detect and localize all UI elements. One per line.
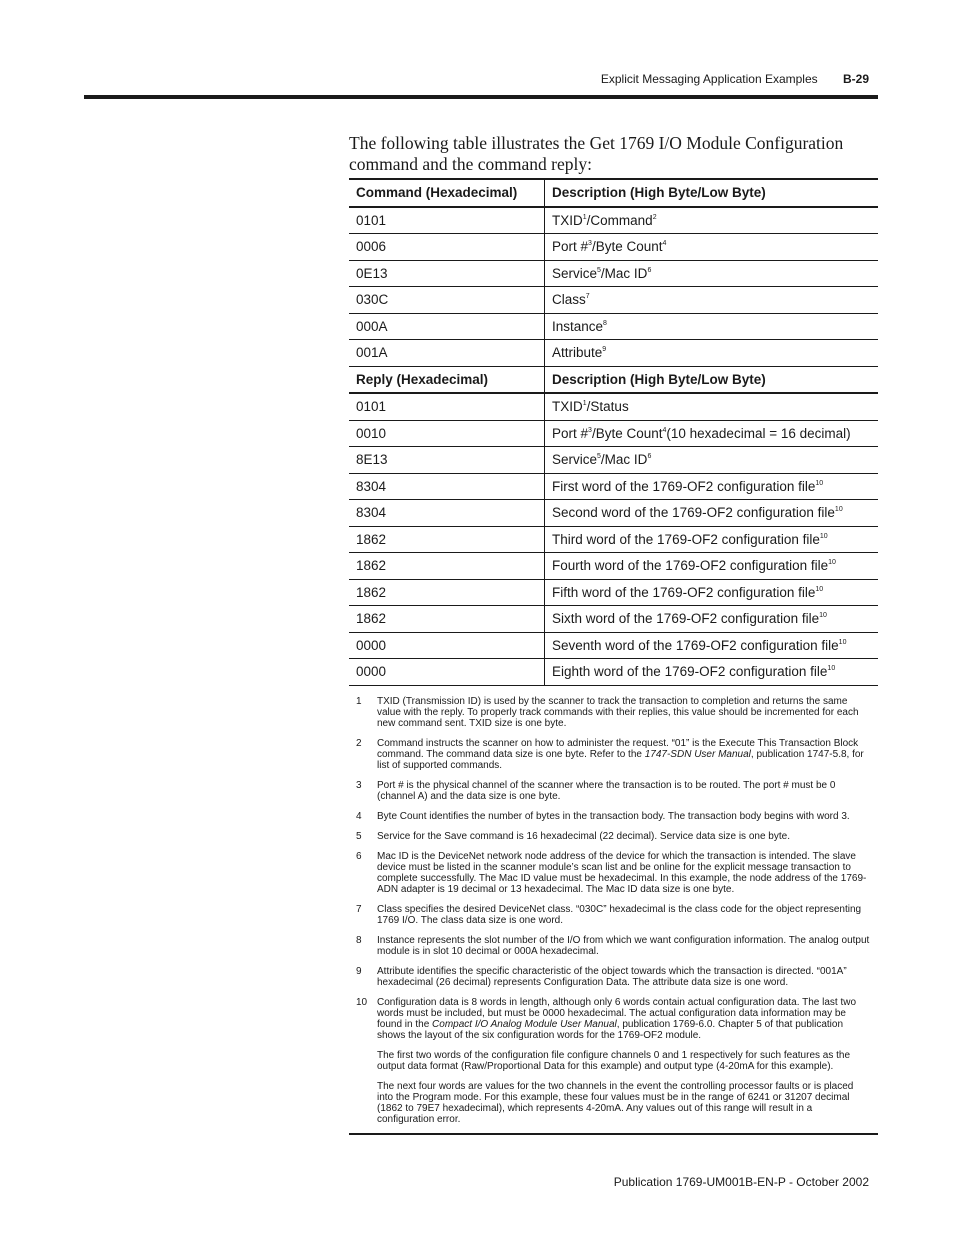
text-run: Byte Count identifies the number of bytes in the transaction body. The transaction body begins with word 3. [377, 811, 850, 822]
table-row [349, 207, 878, 234]
description-cell [545, 447, 879, 474]
text-run: The first two words of the configuration file configure channels 0 and 1 respectively for such features as the output data format (Raw/Proportional Data for this example) and output type (4-20mA for this example). [377, 1050, 851, 1072]
text-run: /Command [586, 212, 653, 228]
running-header [0, 72, 869, 86]
footnote-text [377, 1081, 870, 1125]
footnote-text [377, 696, 870, 729]
table-row [349, 340, 878, 367]
footnote-ref: 10 [828, 559, 836, 567]
text-run: Attribute [552, 345, 603, 361]
table-row [349, 234, 878, 261]
footnote-ref: 9 [602, 346, 607, 354]
text-run: Attribute identifies the specific characteristic of the object towards which the transaction is directed. “001A” hexadecimal (26 decimal) represents Configuration Data. The attribute data size is one word. [377, 966, 847, 988]
text-run: , publication 1747-5.8, for list of supported commands. [377, 749, 864, 771]
text-run: Port # is the physical channel of the scanner where the transaction is to be routed. The port # must be 0 (channel A) and the data size is one byte. [377, 780, 836, 802]
footnote-text [377, 997, 870, 1041]
footnote-number: 1 [356, 696, 362, 707]
description-cell [545, 313, 879, 340]
footnote-ref: 10 [834, 506, 843, 514]
table-row [349, 579, 878, 606]
text-run: Third word of the 1769-OF2 configuration file [552, 531, 820, 547]
hex-code-cell: 1862 [349, 606, 545, 633]
text-run: Second word of the 1769-OF2 configuration file [552, 505, 835, 521]
table-row [349, 420, 878, 447]
description-cell [545, 260, 879, 287]
description-cell [545, 287, 879, 314]
text-run: Seventh word of the 1769-OF2 configuration file [552, 637, 839, 653]
footnote-text [377, 738, 870, 771]
description-cell [545, 659, 879, 686]
text-run: Fourth word of the 1769-OF2 configuration file [552, 558, 829, 574]
text-run: Command instructs the scanner on how to administer the request. “01” is the Execute This Transaction Block command. The command data size is one byte. Refer to the [377, 738, 859, 760]
publication-footer: Publication 1769-UM001B-EN-P - October 2002 [613, 1175, 869, 1189]
table-row [349, 632, 878, 659]
description-cell [545, 473, 879, 500]
footnote-ref: 4 [662, 240, 667, 248]
description-cell [545, 420, 879, 447]
footnote-ref: 10 [819, 612, 827, 620]
description-cell [545, 526, 879, 553]
hex-code-cell: 001A [349, 340, 545, 367]
footnote-ref: 7 [585, 293, 590, 301]
table-row [349, 287, 878, 314]
command-reply-table [349, 178, 878, 686]
table-row [349, 313, 878, 340]
text-run: /Byte Count [591, 425, 663, 441]
description-cell [545, 340, 879, 367]
footnote [356, 831, 870, 842]
hex-code-cell: 000A [349, 313, 545, 340]
footnote-text [377, 904, 870, 926]
footnote [356, 696, 870, 729]
header-section-title: Explicit Messaging Application Examples [600, 72, 818, 86]
text-run: The next four words are values for the two channels in the event the controlling processor faults or is placed into the Program mode. For this example, these four values must be in the range of 6241 or 31207 decimal (1862 to 79E7 hexadecimal), which represents 4-20mA. Any values out of this range will result in a configuration error. [377, 1081, 854, 1125]
hex-code-cell: 0E13 [349, 260, 545, 287]
footnote-text [377, 780, 870, 802]
footnote-ref: 8 [603, 319, 607, 327]
text-run: Fifth word of the 1769-OF2 configuration file [552, 584, 816, 600]
footnote-ref: 5 [597, 266, 601, 274]
reply-header-row [349, 366, 878, 393]
footnote-text [377, 935, 870, 957]
hex-code-cell: 0000 [349, 632, 545, 659]
table-row [349, 606, 878, 633]
hex-code-cell: 8E13 [349, 447, 545, 474]
footnote-ref: 2 [652, 213, 657, 221]
footnote [356, 997, 870, 1125]
text-run: /Byte Count [591, 239, 663, 255]
description-cell [545, 393, 879, 420]
publication-title: Compact I/O Analog Module User Manual [432, 1019, 617, 1030]
footnote-number: 4 [356, 811, 362, 822]
text-run: Instance represents the slot number of the I/O from which we want configuration information. The analog output module is in slot 10 decimal or 000A hexadecimal. [377, 935, 870, 957]
footnote [356, 935, 870, 957]
footnote-text [377, 811, 870, 822]
text-run: Configuration data is 8 words in length, although only 6 words contain actual configuration data. The last two words must be included, but must be 0000 hexadecimal. The actual configuration data information may be found in the [377, 997, 856, 1030]
table-row [349, 659, 878, 686]
text-run: /Mac ID [600, 265, 648, 281]
text-run: TXID [552, 399, 583, 415]
footnote-number: 5 [356, 831, 362, 842]
footnote-text [377, 1050, 870, 1072]
column-header-code: Reply (Hexadecimal) [349, 366, 545, 393]
table-row [349, 526, 878, 553]
text-run: Service [552, 452, 598, 468]
footnote-number: 7 [356, 904, 362, 915]
column-header-code: Command (Hexadecimal) [349, 179, 545, 207]
footnote-ref: 4 [662, 426, 667, 434]
hex-code-cell: 0000 [349, 659, 545, 686]
text-run: Class specifies the desired DeviceNet class. “030C” hexadecimal is the class code for the object representing 1769 I/O. The class data size is one word. [377, 904, 862, 926]
table-row [349, 447, 878, 474]
text-run: Mac ID is the DeviceNet network node address of the device for which the transaction is intended. The slave device must be listed in the scanner module’s scan list and be online for the explicit message transaction to complete successfully. The Mac ID value must be hexadecimal. In this example, the node address of the 1769-ADN adapter is 19 decimal or 13 hexadecimal. The Mac ID data size is one byte. [377, 851, 867, 895]
text-run: , publication 1769-6.0. Chapter 5 of that publication shows the layout of the six configuration words for the 1769-OF2 module. [377, 1019, 844, 1041]
footnote-ref: 3 [588, 426, 592, 434]
hex-code-cell: 8304 [349, 473, 545, 500]
text-run: Service for the Save command is 16 hexadecimal (22 decimal). Service data size is one byte. [377, 831, 790, 842]
description-cell [545, 500, 879, 527]
intro-paragraph: The following table illustrates the Get 1769 I/O Module Configuration command and the command reply: [349, 133, 844, 174]
footnote-number: 10 [356, 997, 368, 1008]
footnote [356, 738, 870, 771]
table-row [349, 553, 878, 580]
footnote-number: 8 [356, 935, 362, 946]
text-run: Service [552, 265, 598, 281]
footnote-ref: 6 [647, 266, 652, 274]
table-row [349, 500, 878, 527]
text-run: TXID [552, 212, 583, 228]
footnote [356, 811, 870, 822]
footnote-ref: 10 [827, 665, 836, 673]
description-cell [545, 606, 879, 633]
footnote [356, 851, 870, 895]
footnote-ref: 6 [647, 453, 652, 461]
text-run: (10 hexadecimal = 16 decimal) [666, 425, 851, 441]
page-number: B-29 [842, 72, 869, 86]
command-header-row [349, 179, 878, 207]
table-row [349, 260, 878, 287]
footnote [356, 904, 870, 926]
table-row [349, 393, 878, 420]
footnote [356, 966, 870, 988]
text-run: First word of the 1769-OF2 configuration file [552, 478, 816, 494]
description-cell [545, 553, 879, 580]
table-row [349, 473, 878, 500]
footnote-text [377, 966, 870, 988]
text-run: Instance [552, 318, 604, 334]
text-run: /Mac ID [600, 452, 648, 468]
footnote-ref: 10 [815, 585, 824, 593]
footnote-text [377, 851, 870, 895]
description-cell [545, 234, 879, 261]
publication-title: 1747-SDN User Manual [644, 749, 751, 760]
text-run: Port # [552, 425, 589, 441]
footnote-ref: 5 [597, 453, 601, 461]
footnotes [356, 696, 870, 1134]
footnote-number: 6 [356, 851, 362, 862]
description-cell [545, 632, 879, 659]
text-run: Eighth word of the 1769-OF2 configuration file [552, 664, 828, 680]
footnote-number: 3 [356, 780, 362, 791]
text-run: Class [552, 292, 586, 308]
text-run: Sixth word of the 1769-OF2 configuration file [552, 611, 820, 627]
hex-code-cell: 030C [349, 287, 545, 314]
hex-code-cell: 0101 [349, 207, 545, 234]
text-run: /Status [586, 399, 629, 415]
description-cell [545, 207, 879, 234]
bottom-rule [349, 1133, 878, 1135]
footnote-ref: 10 [815, 479, 824, 487]
footnote-number: 2 [356, 738, 362, 749]
hex-code-cell: 1862 [349, 553, 545, 580]
text-run: Port # [552, 239, 589, 255]
footnote-ref: 10 [819, 532, 828, 540]
text-run: TXID (Transmission ID) is used by the scanner to track the transaction to completion and returns the same value with the reply. To properly track commands with their replies, this value should be incremented for each new command sent. TXID size is one byte. [377, 696, 859, 729]
column-header-description: Description (High Byte/Low Byte) [545, 366, 879, 393]
footnote [356, 780, 870, 802]
hex-code-cell: 1862 [349, 579, 545, 606]
hex-code-cell: 1862 [349, 526, 545, 553]
footnote-ref: 10 [838, 638, 847, 646]
footnote-text [377, 831, 870, 842]
hex-code-cell: 0006 [349, 234, 545, 261]
footnote-number: 9 [356, 966, 362, 977]
column-header-description: Description (High Byte/Low Byte) [545, 179, 879, 207]
header-rule [84, 95, 878, 99]
footnote-ref: 1 [582, 213, 587, 221]
hex-code-cell: 0101 [349, 393, 545, 420]
hex-code-cell: 0010 [349, 420, 545, 447]
description-cell [545, 579, 879, 606]
footnote-ref: 1 [582, 400, 587, 408]
hex-code-cell: 8304 [349, 500, 545, 527]
footnote-ref: 3 [588, 240, 592, 248]
